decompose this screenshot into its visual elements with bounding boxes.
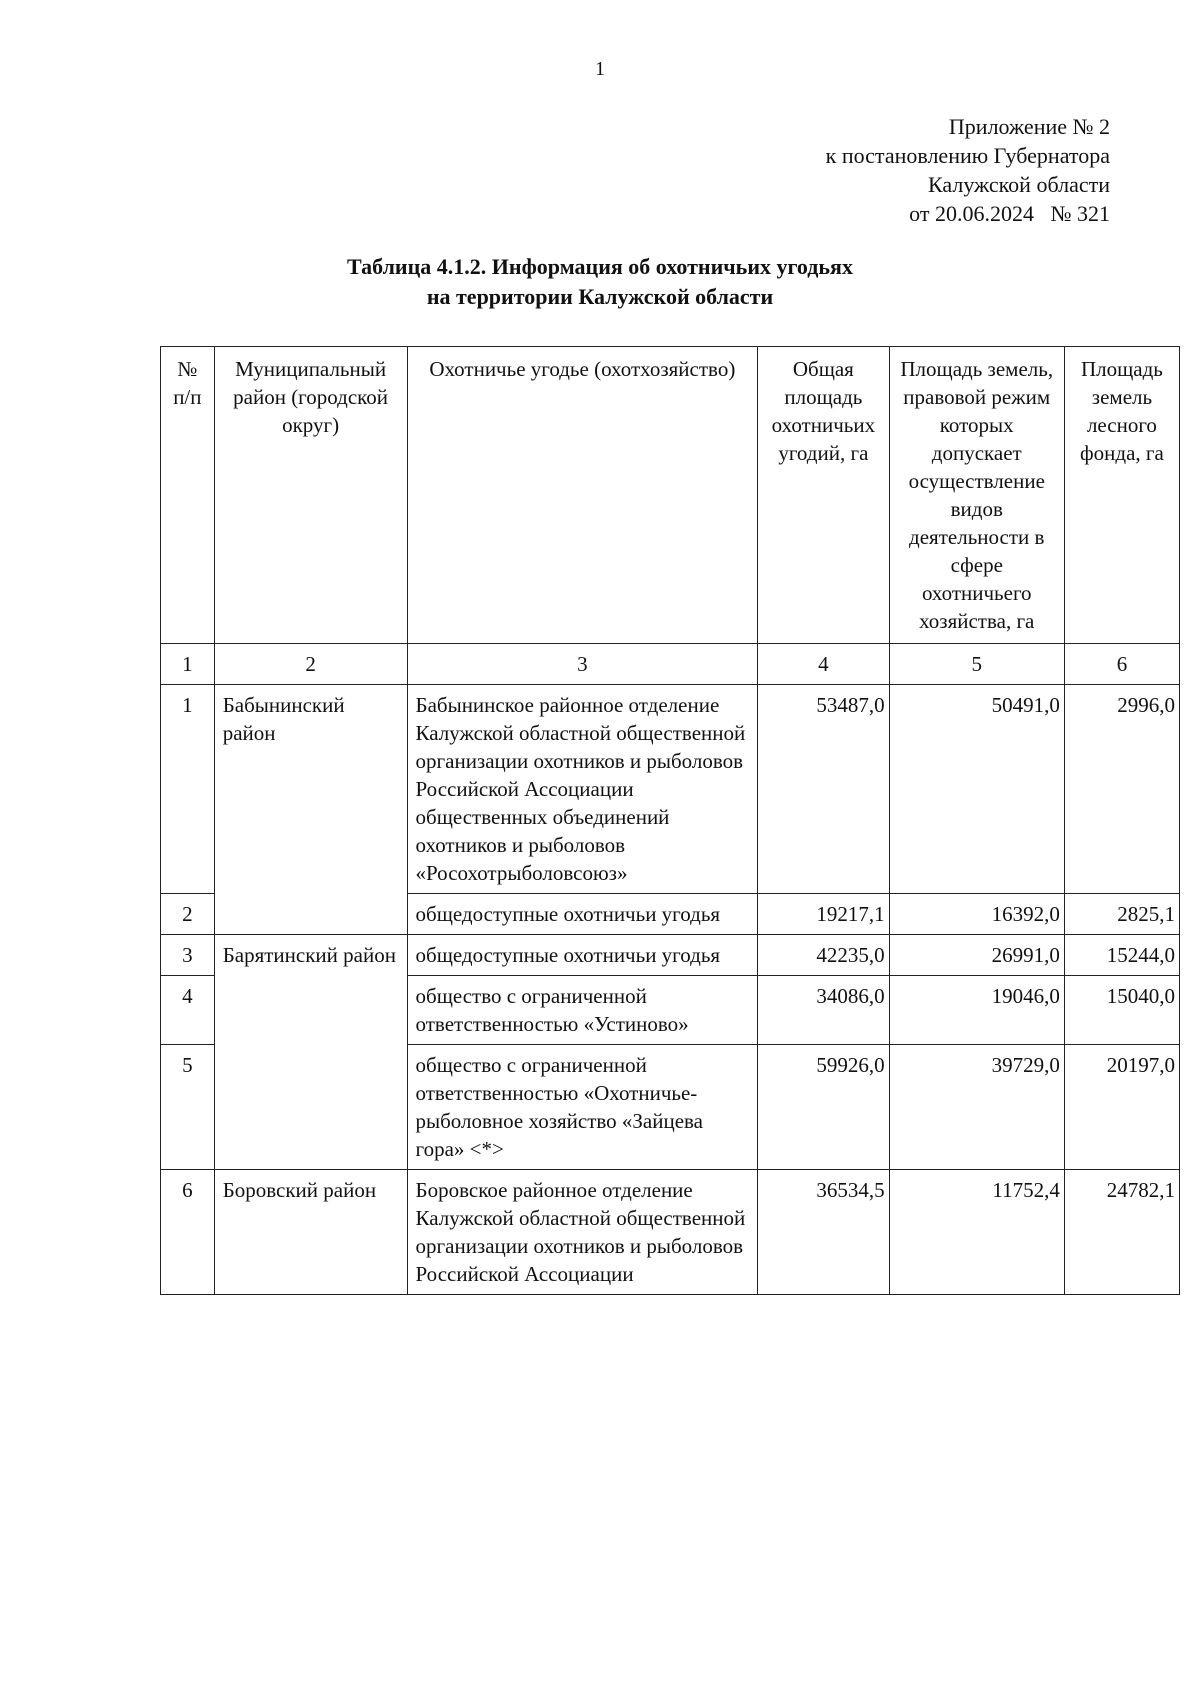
column-number-cell: 2 [214, 644, 407, 685]
total-area-cell: 53487,0 [758, 685, 889, 894]
hunting-ground-cell: общедоступные охотничьи угодья [407, 894, 758, 935]
header-cell: Площадь земель, правовой режим которых допускает осуществление видов деятельности в сфере охотничьего хозяйства, га [889, 347, 1064, 644]
hunting-land-area-cell: 26991,0 [889, 935, 1064, 976]
district-cell: Барятинский район [214, 935, 407, 1170]
row-number: 1 [161, 685, 215, 894]
column-number-cell: 3 [407, 644, 758, 685]
header-cell: Муниципальный район (городской округ) [214, 347, 407, 644]
column-number-cell: 1 [161, 644, 215, 685]
total-area-cell: 19217,1 [758, 894, 889, 935]
table-row [161, 1170, 1180, 1295]
hunting-ground-cell: общество с ограниченной ответственностью «Охотничье-рыболовное хозяйство «Зайцева гора» <*> [407, 1045, 758, 1170]
row-number: 2 [161, 894, 215, 935]
appendix-line: Калужской области [928, 172, 1110, 197]
hunting-land-area-cell: 19046,0 [889, 976, 1064, 1045]
forest-area-cell: 24782,1 [1064, 1170, 1179, 1295]
header-cell: Площадь земель лесного фонда, га [1064, 347, 1179, 644]
total-area-cell: 36534,5 [758, 1170, 889, 1295]
hunting-land-area-cell: 11752,4 [889, 1170, 1064, 1295]
appendix-date-line: от 20.06.2024 № 321 [909, 201, 1110, 226]
title-line: на территории Калужской области [426, 284, 774, 309]
row-number: 4 [161, 976, 215, 1045]
appendix-block [826, 112, 1110, 228]
table-header-row [161, 347, 1180, 644]
forest-area-cell: 20197,0 [1064, 1045, 1179, 1170]
column-number-cell: 4 [758, 644, 889, 685]
hunting-land-area-cell: 16392,0 [889, 894, 1064, 935]
hunting-ground-cell: общедоступные охотничьи угодья [407, 935, 758, 976]
district-cell: Боровский район [214, 1170, 407, 1295]
hunting-ground-cell: общество с ограниченной ответственностью «Устиново» [407, 976, 758, 1045]
row-number: 3 [161, 935, 215, 976]
hunting-grounds-table [160, 346, 1180, 1295]
column-number-row [161, 644, 1180, 685]
column-number-cell: 5 [889, 644, 1064, 685]
table-title [0, 252, 1200, 312]
row-number: 5 [161, 1045, 215, 1170]
page-number: 1 [595, 58, 605, 80]
table-row [161, 935, 1180, 976]
total-area-cell: 34086,0 [758, 976, 889, 1045]
column-number-cell: 6 [1064, 644, 1179, 685]
title-line: Таблица 4.1.2. Информация об охотничьих угодьях [347, 254, 853, 279]
forest-area-cell: 2996,0 [1064, 685, 1179, 894]
total-area-cell: 59926,0 [758, 1045, 889, 1170]
total-area-cell: 42235,0 [758, 935, 889, 976]
hunting-ground-cell: Боровское районное отделение Калужской областной общественной организации охотников и рыболовов Российской Ассоциации [407, 1170, 758, 1295]
forest-area-cell: 15244,0 [1064, 935, 1179, 976]
appendix-line: Приложение № 2 [948, 114, 1110, 139]
district-cell: Бабынинский район [214, 685, 407, 935]
forest-area-cell: 15040,0 [1064, 976, 1179, 1045]
forest-area-cell: 2825,1 [1064, 894, 1179, 935]
row-number: 6 [161, 1170, 215, 1295]
hunting-land-area-cell: 39729,0 [889, 1045, 1064, 1170]
header-cell: № п/п [161, 347, 215, 644]
hunting-land-area-cell: 50491,0 [889, 685, 1064, 894]
appendix-line: к постановлению Губернатора [825, 143, 1110, 168]
header-cell: Охотничье угодье (охотхозяйство) [407, 347, 758, 644]
table-row [161, 685, 1180, 894]
header-cell: Общая площадь охотничьих угодий, га [758, 347, 889, 644]
hunting-ground-cell: Бабынинское районное отделение Калужской областной общественной организации охотников и рыболовов Российской Ассоциации общественных объединений охотников и рыболовов «Росохотрыболовсоюз» [407, 685, 758, 894]
